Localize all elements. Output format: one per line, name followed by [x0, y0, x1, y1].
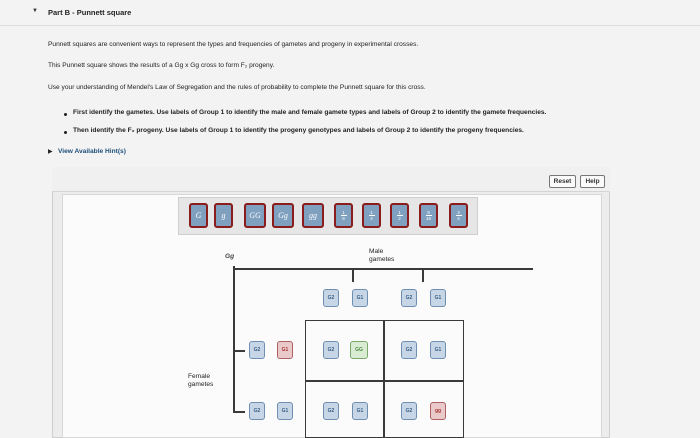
- bullet-icon: [64, 131, 67, 134]
- label-tile-gg[interactable]: gg: [302, 203, 324, 228]
- progeny-genotype-target[interactable]: G2: [401, 402, 417, 420]
- label-tile-fraction[interactable]: [334, 203, 353, 228]
- instruction-bullet-1: First identify the gametes. Use labels of Group 1 to identify the male and female gamete types and labels of Group 2 to identify the gamete frequencies.: [73, 109, 547, 116]
- label-tile-GG[interactable]: GG: [244, 203, 266, 228]
- hint-caret-icon[interactable]: ▶: [48, 149, 53, 155]
- fraction-numerator: 3: [457, 210, 460, 215]
- progeny-frequency-target[interactable]: G1: [352, 402, 368, 420]
- punnett-cell: [305, 380, 385, 438]
- parent-genotype-label: Gg: [225, 253, 235, 260]
- label-tile-fraction[interactable]: [419, 203, 438, 228]
- female-gamete-target[interactable]: G2: [249, 341, 265, 359]
- female-frequency-target[interactable]: G1: [277, 341, 293, 359]
- female-frequency-target[interactable]: G1: [277, 402, 293, 420]
- help-button[interactable]: Help: [580, 175, 605, 188]
- fraction-denominator: 2: [398, 216, 401, 221]
- instruction-line-2: This Punnett square shows the results of a Gg x Gg cross to form F₂ progeny.: [48, 62, 275, 69]
- punnett-cell: [305, 320, 385, 382]
- fraction-numerator: 1: [398, 210, 401, 215]
- label-tile-fraction[interactable]: [449, 203, 468, 228]
- instruction-bullet-2: Then identify the F₂ progeny. Use labels of Group 1 to identify the progeny genotypes and labels of Group 2 to identify the progeny frequencies.: [73, 127, 524, 134]
- male-gamete-target[interactable]: G2: [401, 289, 417, 307]
- fraction-numerator: 9: [427, 210, 430, 215]
- instruction-line-3: Use your understanding of Mendel's Law of Segregation and the rules of probability to complete the Punnett square for this cross.: [48, 84, 426, 91]
- label-tile-fraction[interactable]: [390, 203, 409, 228]
- male-gametes-label: Male gametes: [369, 248, 395, 263]
- fraction-numerator: 1: [342, 210, 345, 215]
- female-gamete-target[interactable]: G2: [249, 402, 265, 420]
- fraction-denominator: 4: [457, 216, 460, 221]
- bullet-icon: [64, 113, 67, 116]
- female-branch-line: [233, 266, 235, 412]
- punnett-cell: [383, 380, 464, 438]
- reset-button[interactable]: Reset: [549, 175, 576, 188]
- fraction-denominator: 8: [342, 216, 345, 221]
- collapse-caret-icon[interactable]: ▼: [32, 8, 38, 14]
- fraction-denominator: 16: [425, 216, 431, 221]
- male-gamete-target[interactable]: G2: [323, 289, 339, 307]
- male-branch-line: [233, 268, 533, 270]
- female-connector-line: [233, 350, 245, 352]
- label-tile-g[interactable]: g: [214, 203, 233, 228]
- label-tile-fraction[interactable]: [362, 203, 381, 228]
- instruction-line-1: Punnett squares are convenient ways to represent the types and frequencies of gametes and progeny in experimental crosses.: [48, 41, 419, 48]
- progeny-genotype-target[interactable]: G2: [323, 341, 339, 359]
- fraction-numerator: 1: [370, 210, 373, 215]
- fraction-denominator: 4: [370, 216, 373, 221]
- female-connector-line: [233, 411, 245, 413]
- part-title: Part B - Punnett square: [48, 8, 132, 17]
- progeny-frequency-target[interactable]: GG: [350, 341, 368, 359]
- male-frequency-target[interactable]: G1: [430, 289, 446, 307]
- punnett-cell: [383, 320, 464, 382]
- label-tile-G[interactable]: G: [189, 203, 208, 228]
- view-hints-link[interactable]: View Available Hint(s): [58, 148, 126, 155]
- progeny-genotype-target[interactable]: G2: [401, 341, 417, 359]
- progeny-frequency-target[interactable]: G1: [430, 341, 446, 359]
- label-tile-Gg[interactable]: Gg: [272, 203, 294, 228]
- male-connector-line: [352, 268, 354, 282]
- male-connector-line: [422, 268, 424, 282]
- male-frequency-target[interactable]: G1: [352, 289, 368, 307]
- progeny-frequency-target[interactable]: gg: [430, 402, 446, 420]
- female-gametes-label: Female gametes: [188, 373, 214, 388]
- panel-toolbar: [52, 167, 610, 192]
- header-divider: [0, 25, 700, 26]
- progeny-genotype-target[interactable]: G2: [323, 402, 339, 420]
